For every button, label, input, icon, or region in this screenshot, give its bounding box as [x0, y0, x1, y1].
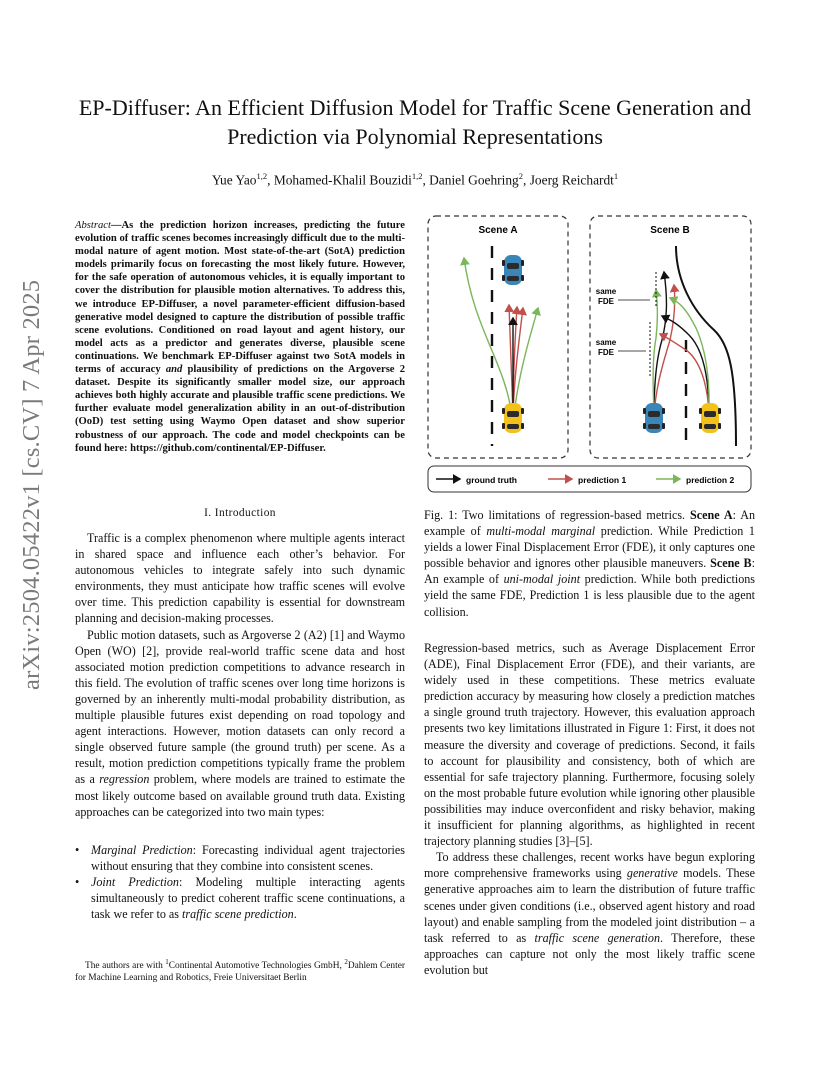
footnote-part-b: Continental Automotive Technologies GmbH, — [168, 961, 345, 972]
paper-title — [60, 93, 770, 151]
footnote-text — [75, 956, 405, 985]
author-name: Mohamed-Khalil Bouzidi — [273, 172, 412, 188]
caption-figure-number: Fig. 1: Two limitations of regression-based metrics. — [424, 508, 690, 522]
bullet-2-term: Joint Prediction — [91, 875, 179, 890]
author-list — [60, 171, 770, 188]
prediction-types-list — [75, 842, 405, 922]
right-paragraph-1: Regression-based metrics, such as Average Displacement Error (ADE), Final Displacement Error (FDE), and their variants, are widely used in these competitions. These metrics evaluate prediction accuracy by measuring how closely a prediction matches a single ground truth trajectory. However, this evaluation approach presents two key limitations illustrated in Figure 1: First, it does not measure the diversity and coverage of predictions. Second, it fails to account for plausibility and consistency, both of which are essential for safe trajectory planning. Furthermore, focusing solely on the most probable future evolution while ignoring other plausible possibilities may induce overconfident and risky behavior, making it insufficient for planning algorithms, as highlighted in recent trajectory planning studies [3]–[5]. — [424, 641, 755, 849]
arxiv-identifier — [12, 279, 52, 690]
title-line-1: EP-Diffuser: An Efficient Diffusion Model for Traffic Scene Generation and — [78, 95, 752, 120]
bullet-2-emphasis: traffic scene prediction — [182, 907, 294, 922]
introduction-body — [75, 530, 405, 820]
right-paragraph-2 — [424, 849, 755, 978]
figure-1-caption — [424, 507, 755, 620]
abstract-lead: Abstract — [75, 220, 111, 231]
bullet-2-end: . — [293, 907, 297, 922]
list-item — [75, 842, 405, 874]
abstract-dash: — — [110, 220, 122, 231]
right-column-body — [424, 640, 755, 978]
right-p2-emphasis-2: traffic scene generation — [534, 930, 660, 945]
scene-a-panel — [428, 216, 568, 458]
bullet-1-term: Marginal Prediction — [91, 843, 193, 857]
caption-emphasis-2: uni-modal joint — [503, 572, 581, 587]
right-p2-part-b: models. These generative approaches aim to learn the distribution of future traffic scenes under given conditions (i.e., observed agent history and road layout) and enable sampling from the modeled joint distribution – a task referred to as — [424, 866, 755, 945]
author-name: Joerg Reichardt — [529, 172, 614, 188]
caption-text-3: : An example of — [424, 556, 755, 587]
affiliation-footnote — [75, 956, 405, 985]
author-separator: , — [267, 172, 274, 188]
scene-a-prediction-2-left — [464, 258, 512, 415]
scene-a-yellow-car — [502, 403, 524, 433]
abstract-text-a: As the prediction horizon increases, predicting the future evolution of traffic scenes becomes increasingly difficult due to the multi-modal nature of agent motion. Most state-of-the-art (SotA) prediction models primarily focus on forecasting the most likely future. However, for the safe operation of autonomous vehicles, it is equally important to cover the distribution for plausible motion alternatives. To address this, we introduce EP-Diffuser, a novel parameter-efficient diffusion-based generative model designed to capture the distribution of possible traffic scene evolutions. Conditioned on road layout and agent history, our model acts as a predictor and generates diverse, plausible scene continuations. We benchmark EP-Diffuser against two SotA models in terms of accuracy — [75, 220, 405, 376]
author-affiliation: 1,2 — [256, 171, 268, 181]
scene-b-prediction-2-left — [653, 290, 657, 415]
intro-p2-part-b: problem, where models are trained to estimate the most likely outcome based on available ground truth data. Existing approaches can be categorized into two main types: — [75, 772, 405, 819]
scene-a-label: Scene A — [478, 225, 518, 236]
same-fde-label-2-line-1: same — [595, 338, 617, 347]
author-affiliation: 2 — [518, 171, 524, 181]
intro-paragraph-1: Traffic is a complex phenomenon where multiple agents interact in shared space and influence each other’s behavior. For autonomous vehicles to integrate safely into such dynamic environments, they must anticipate how traffic scenes will evolve over time. This prediction capability is essential for downstream planning and decision-making processes. — [75, 531, 405, 626]
author-name: Daniel Goehring — [429, 172, 519, 188]
bullet-icon: • — [75, 843, 80, 857]
right-p2-part-c: . Therefore, these approaches can capture not only the most likely traffic scene evolution but — [424, 930, 755, 977]
footnote-part-c: Dahlem Center for Machine Learning and Robotics, Freie Universitaet Berlin — [75, 961, 405, 984]
caption-scene-b: Scene B — [710, 556, 752, 571]
scene-b-prediction-1-right — [660, 334, 709, 415]
same-fde-label-2-line-2: FDE — [598, 348, 614, 357]
list-item — [75, 874, 405, 922]
caption-text-2: prediction. While Prediction 1 yields a lower Final Displacement Error (FDE), it only captures one possible behavior and ignores other plausible maneuvers. — [424, 524, 755, 571]
scene-b-label: Scene B — [650, 225, 690, 236]
figure-1-graphic — [424, 210, 755, 500]
legend-ground-truth-label: ground truth — [466, 475, 517, 485]
author-name: Yue Yao — [211, 172, 257, 188]
section-heading-introduction: I. Introduction — [204, 507, 276, 519]
abstract — [75, 219, 405, 455]
author-affiliation: 1 — [613, 171, 619, 181]
abstract-text-b: plausibility of predictions on the Argoverse 2 dataset. Despite its significantly smaller model size, our approach achieves both highly accurate and plausible traffic scene predictions. We further evaluate model generalization ability in an out-of-distribution (OoD) test setting using Waymo Open dataset and show superior robustness of our approach. The code and model checkpoints can be found here: https://github.com/continental/EP-Diffuser. — [75, 364, 405, 454]
caption-scene-a: Scene A — [690, 508, 733, 522]
same-fde-label-1-line-2: FDE — [598, 297, 614, 306]
caption-text-4: prediction. While both predictions yield the same FDE, Prediction 1 is less plausible due to the agent collision. — [424, 572, 756, 619]
intro-p2-emphasis: regression — [99, 772, 150, 787]
scene-b-yellow-car — [699, 403, 721, 433]
caption-text-1: : An example of — [424, 508, 755, 539]
caption-emphasis-1: multi-modal marginal — [486, 524, 596, 539]
bullet-icon: • — [75, 875, 80, 890]
scene-b-prediction-2-right — [670, 298, 709, 415]
scene-a-blue-car — [502, 255, 524, 285]
figure-1 — [424, 210, 755, 500]
right-p2-part-a: To address these challenges, recent works have begun exploring more comprehensive frameworks using — [424, 850, 755, 881]
footnote-sup-2: 2 — [344, 958, 348, 966]
same-fde-label-1-line-1: same — [595, 287, 617, 296]
intro-p2-part-a: Public motion datasets, such as Argoverse 2 (A2) [1] and Waymo Open (WO) [2], provide real-world traffic scene data and host associated motion prediction competitions to advance research in this field. The evolution of traffic scenes over long time horizons is governed by an inherently multi-modal probability distribution, as multiple plausible futures exist depending on road topology and agent interactions. However, motion datasets can only record a single observed future sample (the ground truth) per scene. As a result, motion prediction competitions typically frame the problem as a — [75, 627, 405, 787]
intro-paragraph-2 — [75, 627, 405, 820]
footnote-part-a: The authors are with — [85, 961, 166, 972]
author-separator: , — [523, 172, 530, 188]
legend-prediction-2-label: prediction 2 — [686, 475, 735, 485]
abstract-and: and — [165, 364, 183, 376]
bullet-2-text: : Modeling multiple interacting agents simultaneously to predict coherent traffic scene continuations, a task we refer to as — [91, 875, 405, 922]
author-affiliation: 1,2 — [411, 171, 423, 181]
legend-prediction-1-label: prediction 1 — [578, 475, 627, 485]
title-line-2: Prediction via Polynomial Representations — [227, 124, 603, 149]
arxiv-identifier-text: arXiv:2504.05422v1 [cs.CV] 7 Apr 2025 — [18, 279, 45, 690]
bullet-1-text: : Forecasting individual agent trajectories without ensuring that they combine into consistent scenes. — [91, 843, 405, 874]
author-separator: , — [422, 172, 430, 188]
footnote-sup-1: 1 — [165, 958, 169, 966]
scene-b-blue-car — [643, 403, 665, 433]
right-p2-emphasis-1: generative — [626, 866, 678, 881]
